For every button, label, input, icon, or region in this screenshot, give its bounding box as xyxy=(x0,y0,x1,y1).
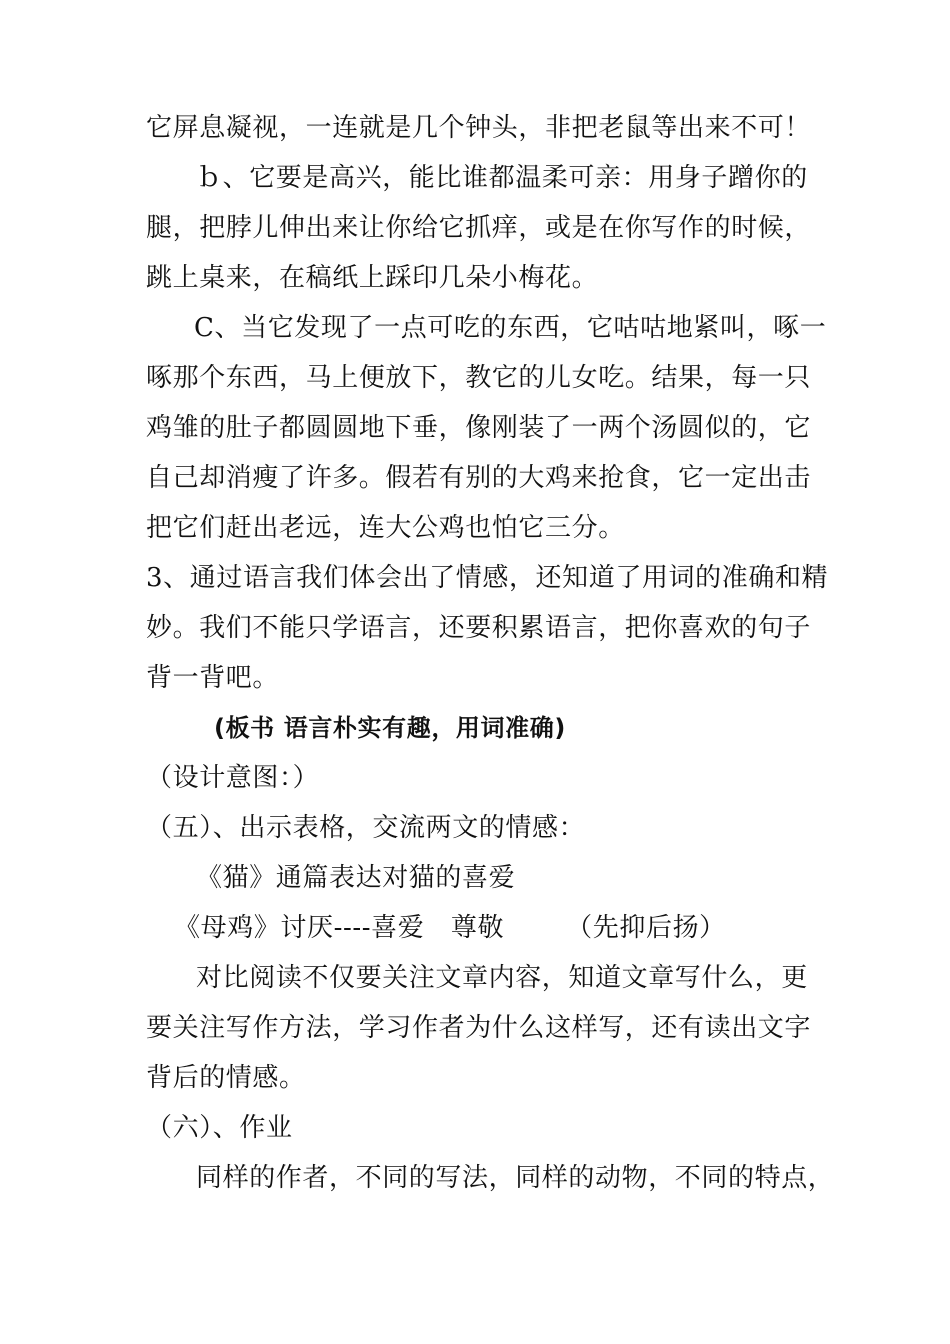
paragraph-line: 自己却消瘦了许多。假若有别的大鸡来抢食，它一定出击 xyxy=(146,463,812,493)
paragraph-line: 背一背吧。 xyxy=(146,663,280,693)
paragraph-line: 妙。我们不能只学语言，还要积累语言，把你喜欢的句子 xyxy=(146,613,812,643)
paragraph-line: 鸡雏的肚子都圆圆地下垂，像刚装了一两个汤圆似的，它 xyxy=(146,413,812,443)
paragraph-line: 把它们赶出老远，连大公鸡也怕它三分。 xyxy=(146,513,625,543)
paragraph-line: 同样的作者，不同的写法，同样的动物，不同的特点， xyxy=(196,1163,835,1193)
section-heading: （六）、作业 xyxy=(146,1113,293,1143)
table-row-hen: 《母鸡》讨厌----喜爱 尊敬 （先抑后扬） xyxy=(174,913,726,943)
paragraph-line: C、当它发现了一点可吃的东西，它咕咕地紧叫，啄一 xyxy=(194,313,827,343)
paragraph-line: 啄那个东西，马上便放下，教它的儿女吃。结果，每一只 xyxy=(146,363,812,393)
paragraph-line: 背后的情感。 xyxy=(146,1063,306,1093)
section-heading: （五）、出示表格，交流两文的情感： xyxy=(146,813,586,843)
paragraph-line: ｂ、它要是高兴，能比谁都温柔可亲：用身子蹭你的 xyxy=(196,163,808,193)
design-intent-line: （设计意图：） xyxy=(146,763,320,793)
paragraph-line: 跳上桌来，在稿纸上踩印几朵小梅花。 xyxy=(146,263,599,293)
paragraph-line: 对比阅读不仅要关注文章内容，知道文章写什么，更 xyxy=(196,963,808,993)
paragraph-line: 3、通过语言我们体会出了情感，还知道了用词的准确和精 xyxy=(146,563,829,593)
blackboard-note: (板书 语言朴实有趣，用词准确) xyxy=(214,714,566,742)
paragraph-line: 腿，把脖儿伸出来让你给它抓痒，或是在你写作的时候， xyxy=(146,213,812,243)
table-row-cat: 《猫》通篇表达对猫的喜爱 xyxy=(196,863,516,893)
paragraph-line: 它屏息凝视，一连就是几个钟头，非把老鼠等出来不可！ xyxy=(146,113,812,143)
paragraph-line: 要关注写作方法，学习作者为什么这样写，还有读出文字 xyxy=(146,1013,812,1043)
